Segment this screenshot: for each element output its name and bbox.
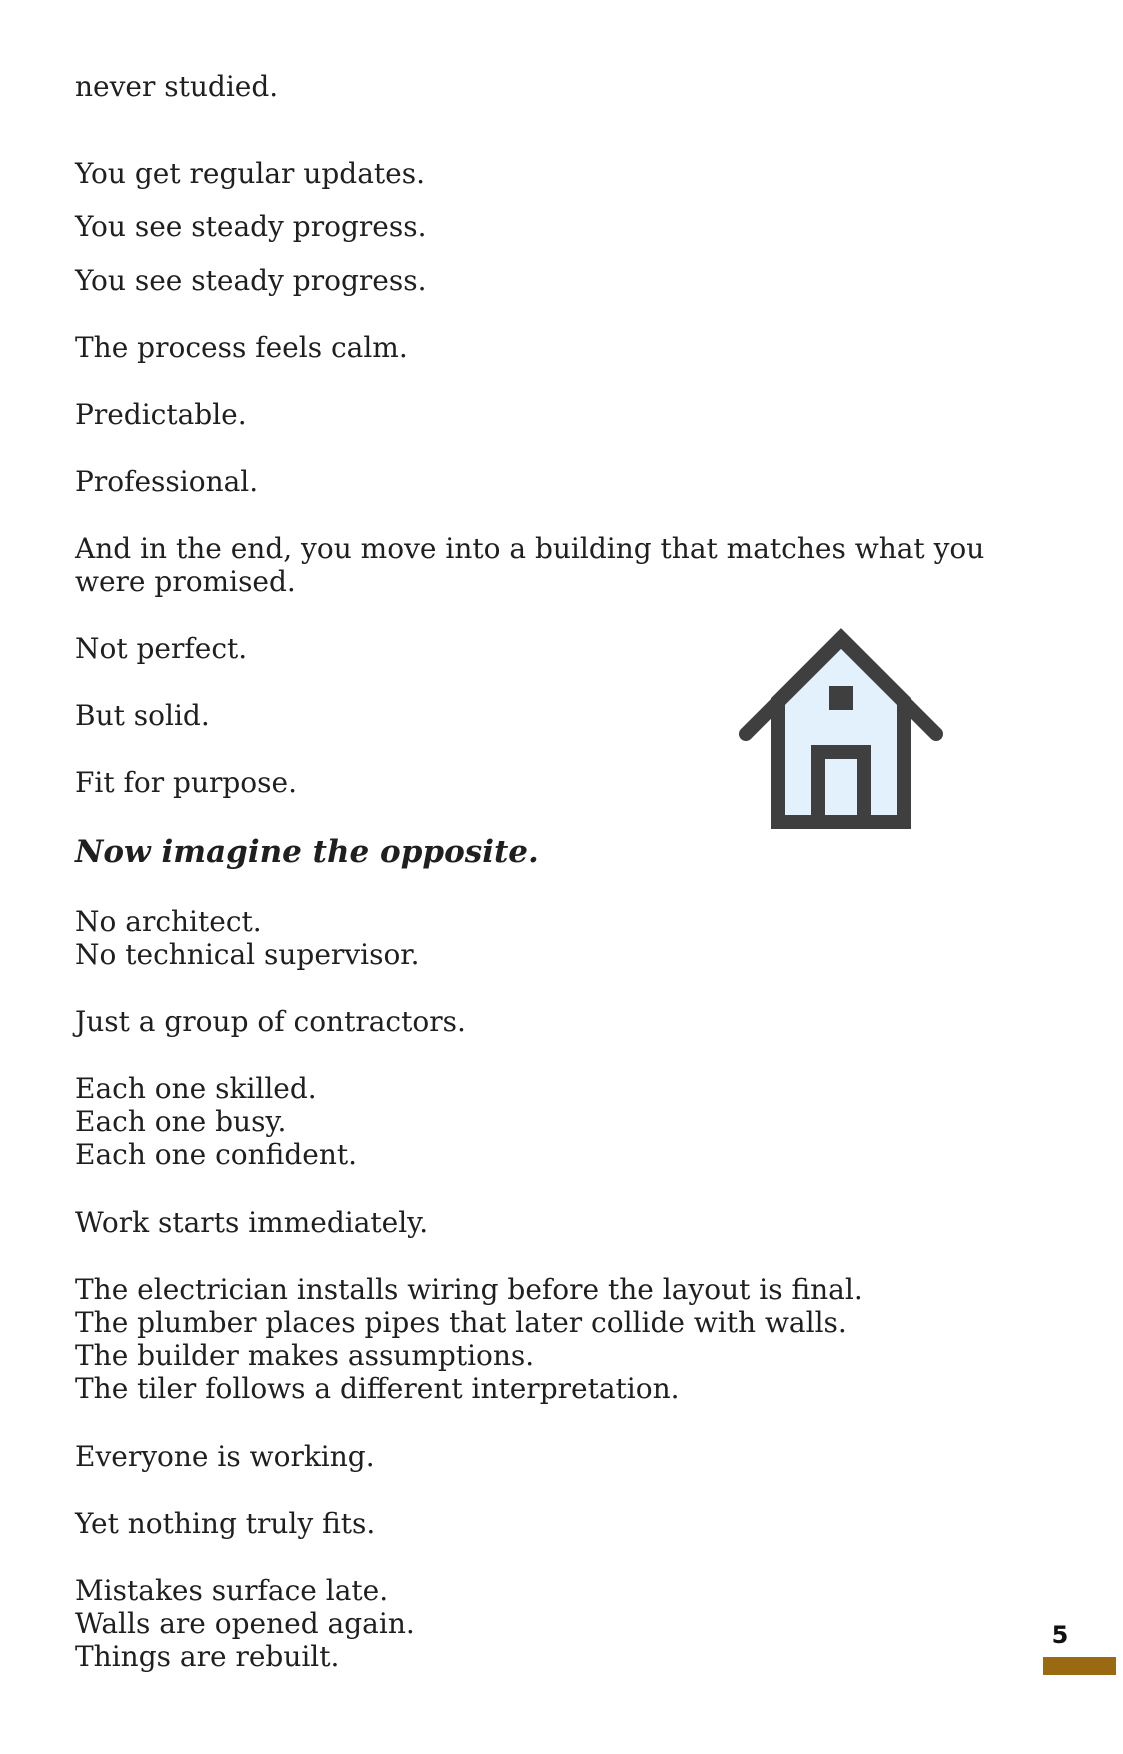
text-line: Professional.	[75, 465, 259, 498]
text-line: Predictable.	[75, 398, 247, 431]
page-number-bar	[1043, 1657, 1116, 1675]
text-line: Work starts immediately.	[75, 1206, 429, 1239]
text-line: The plumber places pipes that later collide with walls.	[75, 1306, 847, 1339]
text-line: Just a group of contractors.	[75, 1005, 466, 1038]
text-line: No technical supervisor.	[75, 938, 420, 971]
text-line: Each one busy.	[75, 1105, 287, 1138]
text-line: The tiler follows a different interpretation.	[75, 1372, 680, 1405]
text-line: The builder makes assumptions.	[75, 1339, 535, 1372]
text-line: Mistakes surface late.	[75, 1574, 389, 1607]
text-line: were promised.	[75, 565, 296, 598]
text-line: Each one confident.	[75, 1138, 358, 1171]
text-line: Each one skilled.	[75, 1072, 317, 1105]
text-line: Everyone is working.	[75, 1440, 375, 1473]
text-line: And in the end, you move into a building that matches what you	[75, 532, 985, 565]
text-line: Fit for purpose.	[75, 766, 298, 799]
text-line: The process feels calm.	[75, 331, 408, 364]
text-line: Yet nothing truly fits.	[75, 1507, 376, 1540]
text-line: never studied.	[75, 70, 279, 103]
section-heading: Now imagine the opposite.	[75, 834, 539, 870]
page-number: 5	[1051, 1621, 1069, 1649]
text-line: Walls are opened again.	[75, 1607, 415, 1640]
text-line: Not perfect.	[75, 632, 248, 665]
text-line: But solid.	[75, 699, 210, 732]
house-icon	[738, 624, 944, 830]
text-line: The electrician installs wiring before the layout is final.	[75, 1273, 863, 1306]
text-line: You get regular updates.	[75, 157, 425, 190]
text-line: No architect.	[75, 905, 262, 938]
text-line: Things are rebuilt.	[75, 1640, 340, 1673]
text-line: You see steady progress.	[75, 264, 427, 297]
text-line: You see steady progress.	[75, 210, 427, 243]
